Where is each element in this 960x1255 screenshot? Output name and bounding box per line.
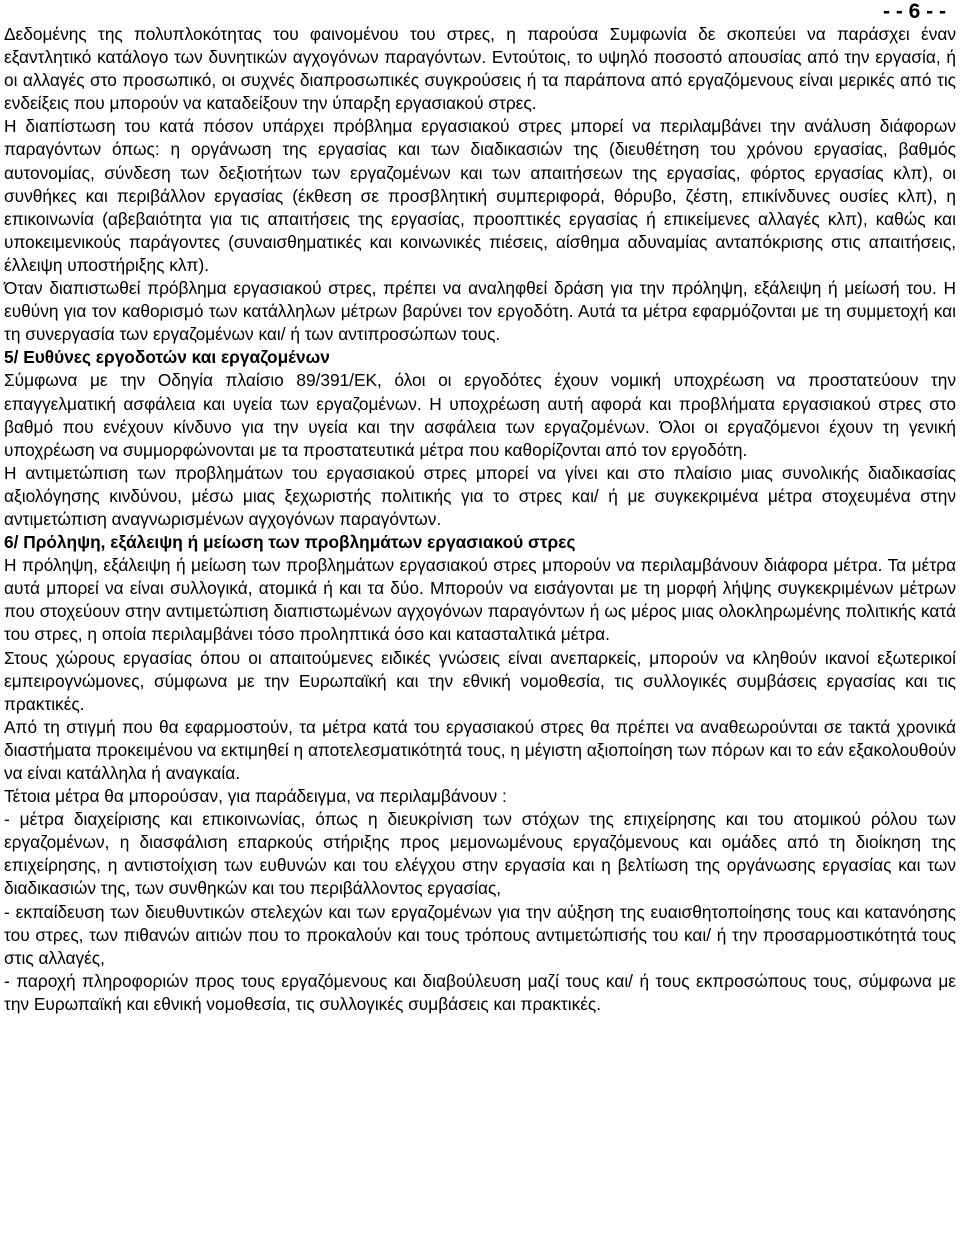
section-6-list-item: - εκπαίδευση των διευθυντικών στελεχών και των εργαζομένων για την αύξηση της ευαισθητοποίησης τους και κατανόησης του στρες, των πιθανών αιτιών που το προκαλούν και τους τρόπους αντιμετώπισής του και/ ή την προσαρμοστικότητά τους στις αλλαγές, [4, 901, 956, 968]
intro-paragraph: Δεδομένης της πολυπλοκότητας του φαινομένου του στρες, η παρούσα Συμφωνία δε σκοπεύει να παράσχει έναν εξαντλητικό κατάλογο των δυνητικών αγχογόνων παραγόντων. Εντούτοις, το υψηλό ποσοστό απουσίας από την εργασία, ή οι αλλαγές στο προσωπικό, οι συχνές διαπροσωπικές συγκρούσεις ή τα παράπονα από εργαζόμενους είναι μερικές από τις ενδείξεις που μπορούν να καταδείξουν την ύπαρξη εργασιακού στρες. [4, 24, 956, 114]
section-6-paragraph: Τέτοια μέτρα θα μπορούσαν, για παράδειγμα, να περιλαμβάνουν : [4, 786, 507, 807]
intro-paragraph: Η διαπίστωση του κατά πόσον υπάρχει πρόβλημα εργασιακού στρες μπορεί να περιλαμβάνει την ανάλυση διάφορων παραγόντων όπως: η οργάνωση της εργασίας και των διαδικασιών της (διευθέτηση του χρόνου εργασίας, βαθμός αυτονομίας, σύνδεση των δεξιοτήτων των εργαζομένων και των απαιτήσεων της εργασίας, φόρτος εργασίας κλπ), οι συνθήκες και περιβάλλον εργασίας (έκθεση σε προσβλητική συμπεριφορά, θόρυβο, ζέστη, επικίνδυνες ουσίες κλπ), η επικοινωνία (αβεβαιότητα για τις απαιτήσεις της εργασίας, προοπτικές εργασίας ή επικείμενες αλλαγές κλπ), καθώς και υποκειμενικούς παράγοντες (συναισθηματικές και κοινωνικές πιέσεις, αίσθημα αδυναμίας ανταπόκρισης στις απαιτήσεις, έλλειψη υποστήριξης κλπ). [4, 116, 956, 275]
section-6-list-item: - παροχή πληροφοριών προς τους εργαζόμενους και διαβούλευση μαζί τους και/ ή τους εκπροσώπους τους, σύμφωνα με την Ευρωπαϊκή και εθνική νομοθεσία, τις συλλογικές συμβάσεις και πρακτικές. [4, 970, 956, 1014]
document-page [4, 0, 956, 1016]
section-6-paragraph: Από τη στιγμή που θα εφαρμοστούν, τα μέτρα κατά του εργασιακού στρες θα πρέπει να αναθεωρούνται σε τακτά χρονικά διαστήματα προκειμένου να εκτιμηθεί η αποτελεσματικότητά τους, η μέγιστη αξιοποίηση των πόρων και το εάν εξακολουθούν να είναι κατάλληλα ή αναγκαία. [4, 716, 956, 783]
section-6-heading: 6/ Πρόληψη, εξάλειψη ή μείωση των προβλημάτων εργασιακού στρες [4, 532, 576, 553]
section-5-paragraph: Σύμφωνα με την Οδηγία πλαίσιο 89/391/ΕΚ, όλοι οι εργοδότες έχουν νομική υποχρέωση να προστατεύουν την επαγγελματική ασφάλεια και υγεία των εργαζομένων. Η υποχρέωση αυτή αφορά και προβλήματα εργασιακού στρες στο βαθμό που ενέχουν κίνδυνο για την υγεία και την ασφάλεια των εργαζομένων. Όλοι οι εργαζόμενοι έχουν τη γενική υποχρέωση να συμμορφώνονται με τα προστατευτικά μέτρα που καθορίζονται από τον εργοδότη. [4, 370, 956, 460]
section-6-list-item: - μέτρα διαχείρισης και επικοινωνίας, όπως η διευκρίνιση των στόχων της επιχείρησης και του ατομικού ρόλου των εργαζομένων, η διασφάλιση επαρκούς στήριξης προς μεμονωμένους εργαζόμενους και ομάδες από τη διοίκηση της επιχείρησης, η αντιστοίχιση των ευθυνών και του ελέγχου στην εργασία και η βελτίωση της οργάνωσης εργασίας και των διαδικασιών της, των συνθηκών και του περιβάλλοντος εργασίας, [4, 809, 956, 899]
intro-paragraph: Όταν διαπιστωθεί πρόβλημα εργασιακού στρες, πρέπει να αναληφθεί δράση για την πρόληψη, εξάλειψη ή μείωσή του. Η ευθύνη για τον καθορισμό των κατάλληλων μέτρων βαρύνει τον εργοδότη. Αυτά τα μέτρα εφαρμόζονται με τη συμμετοχή και τη συνεργασία των εργαζομένων και/ ή των αντιπροσώπων τους. [4, 278, 956, 345]
section-6-paragraph: Η πρόληψη, εξάλειψη ή μείωση των προβλημάτων εργασιακού στρες μπορούν να περιλαμβάνουν διάφορα μέτρα. Τα μέτρα αυτά μπορεί να είναι συλλογικά, ατομικά ή και τα δύο. Μπορούν να εισάγονται με τη μορφή λήψης συγκεκριμένων μέτρων που στοχεύουν στην αντιμετώπιση διαπιστωμένων αγχογόνων παραγόντων ή ως μέρος μιας ολοκληρωμένης πολιτικής κατά του στρες, η οποία περιλαμβάνει τόσο προληπτικά όσο και κατασταλτικά μέτρα. [4, 555, 956, 645]
section-5-paragraph: Η αντιμετώπιση των προβλημάτων του εργασιακού στρες μπορεί να γίνει και στο πλαίσιο μιας συνολικής διαδικασίας αξιολόγησης κινδύνου, μέσω μιας ξεχωριστής πολιτικής για το στρες και/ ή με συγκεκριμένα μέτρα στοχευμένα στην αντιμετώπιση αναγνωρισμένων αγχογόνων παραγόντων. [4, 462, 956, 529]
page-number: - - 6 - - [883, 0, 946, 23]
section-6-paragraph: Στους χώρους εργασίας όπου οι απαιτούμενες ειδικές γνώσεις είναι ανεπαρκείς, μπορούν να κληθούν ικανοί εξωτερικοί εμπειρογνώμονες, σύμφωνα με την Ευρωπαϊκή και την εθνική νομοθεσία, τις συλλογικές συμβάσεις εργασίας και τις πρακτικές. [4, 647, 956, 714]
section-5-heading: 5/ Ευθύνες εργοδοτών και εργαζομένων [4, 347, 330, 368]
